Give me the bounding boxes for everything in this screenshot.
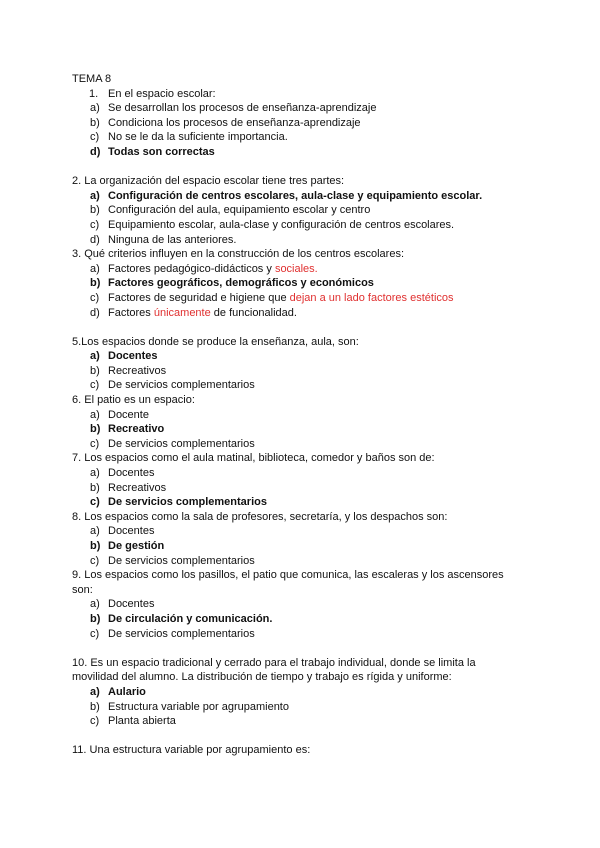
option-text: Ninguna de las anteriores. (108, 233, 237, 246)
q6-option-b-correct (72, 422, 532, 437)
option-text: Docentes (108, 598, 155, 611)
option-text: Todas son correctas (108, 145, 215, 158)
spacer (72, 729, 532, 744)
q5-option-c (72, 378, 532, 393)
option-text: De gestión (108, 540, 165, 552)
q1-option-a (72, 101, 532, 116)
q9-option-b-correct (72, 612, 532, 627)
q6-option-a (72, 408, 532, 423)
q6-option-c (72, 437, 532, 452)
option-text: Factores (108, 306, 154, 319)
q10-option-a-correct (72, 685, 532, 700)
option-label: c) (90, 437, 100, 450)
q2-option-a-correct (72, 189, 532, 204)
option-text: Recreativos (108, 364, 167, 377)
option-label: a) (90, 525, 100, 538)
option-label: c) (90, 218, 100, 231)
option-text: Recreativo (108, 423, 165, 436)
q2-option-d (72, 233, 532, 248)
q7-option-b (72, 481, 532, 496)
document-page (72, 72, 532, 758)
q10-option-b (72, 700, 532, 715)
q2-option-c (72, 218, 532, 233)
option-text: Docentes (108, 525, 155, 538)
option-text: Planta abierta (108, 715, 176, 728)
q8-option-b-correct (72, 539, 532, 554)
question-1-text: En el espacio escolar: (108, 87, 216, 100)
option-text: Recreativos (108, 481, 167, 494)
option-text: Estructura variable por agrupamiento (108, 700, 289, 713)
option-label: a) (90, 467, 100, 480)
q3-option-d (72, 306, 532, 321)
option-label: a) (90, 350, 100, 363)
q7-option-c-correct (72, 495, 532, 510)
option-label: b) (90, 423, 101, 436)
option-text: Docente (108, 408, 149, 421)
option-label: a) (90, 262, 100, 275)
question-8-text: 8. Los espacios como la sala de profesores, secretaría, y los despachos son: (72, 510, 448, 523)
option-text: Equipamiento escolar, aula-clase y configuración de centros escolares. (108, 218, 455, 231)
option-label: b) (90, 204, 100, 217)
q1-option-c (72, 130, 532, 145)
q8-option-c (72, 554, 532, 569)
option-label: c) (90, 131, 100, 144)
spacer (72, 160, 532, 175)
highlighted-text: únicamente (153, 306, 211, 319)
option-label: d) (90, 145, 101, 158)
option-label: b) (90, 116, 100, 129)
option-text: De servicios complementarios (108, 627, 255, 640)
highlighted-text: sociales. (274, 262, 318, 275)
q7-option-a (72, 466, 532, 481)
option-label: c) (90, 627, 100, 640)
option-label: c) (90, 291, 100, 304)
option-label: c) (90, 379, 100, 392)
q8-option-a (72, 524, 532, 539)
option-text: Aulario (108, 685, 146, 698)
page-title: TEMA 8 (72, 73, 112, 85)
q1-option-b (72, 116, 532, 131)
option-label: b) (90, 481, 100, 494)
option-label: b) (90, 277, 101, 290)
question-6-text: 6. El patio es un espacio: (72, 394, 195, 407)
question-3-text: 3. Qué criterios influyen en la construcción de los centros escolares: (72, 248, 404, 261)
q5-option-b (72, 364, 532, 379)
option-text: Configuración del aula, equipamiento escolar y centro (108, 204, 371, 217)
option-text: De servicios complementarios (108, 496, 267, 509)
spacer (72, 320, 532, 335)
option-label: a) (90, 408, 100, 421)
question-1 (72, 87, 532, 102)
q3-option-c (72, 291, 532, 306)
option-label: d) (90, 233, 100, 246)
spacer (72, 641, 532, 656)
q3-option-a (72, 262, 532, 277)
q9-option-c (72, 627, 532, 642)
option-text: Docentes (108, 350, 158, 363)
option-text: Configuración de centros escolares, aula-clase y equipamiento escolar. (108, 189, 483, 202)
option-label: a) (90, 685, 100, 698)
option-text: Factores de seguridad e higiene que (108, 291, 290, 304)
q10-option-c (72, 714, 532, 729)
question-5-text: 5.Los espacios donde se produce la enseñanza, aula, son: (72, 335, 359, 348)
option-label: c) (90, 496, 100, 509)
option-label: b) (90, 700, 100, 713)
question-7-text: 7. Los espacios como el aula matinal, biblioteca, comedor y baños son de: (72, 452, 435, 465)
option-label: a) (90, 102, 100, 115)
highlighted-text: dejan a un lado factores estéticos (289, 291, 454, 304)
option-text: De circulación y comunicación. (108, 612, 273, 625)
option-label: b) (90, 612, 101, 625)
option-label: a) (90, 598, 100, 611)
question-11-text: 11. Una estructura variable por agrupamiento es: (72, 744, 311, 757)
option-label: b) (90, 364, 100, 377)
option-label: c) (90, 554, 100, 567)
option-text: Condiciona los procesos de enseñanza-aprendizaje (108, 116, 361, 129)
q1-option-d-correct (72, 145, 532, 160)
q2-option-b (72, 203, 532, 218)
q9-option-a (72, 597, 532, 612)
question-1-number: 1. (89, 87, 99, 100)
q3-option-b-correct (72, 276, 532, 291)
option-text: No se le da la suficiente importancia. (108, 131, 288, 144)
option-text: De servicios complementarios (108, 379, 255, 392)
q5-option-a-correct (72, 349, 532, 364)
option-text: Factores geográficos, demográficos y económicos (108, 277, 374, 290)
option-text: de funcionalidad. (210, 306, 297, 319)
option-text: Docentes (108, 467, 155, 480)
option-label: d) (90, 306, 100, 319)
question-9-text-line-2: son: (72, 583, 93, 596)
option-text: Se desarrollan los procesos de enseñanza-aprendizaje (108, 102, 377, 115)
question-9-text-line-1: 9. Los espacios como los pasillos, el patio que comunica, las escaleras y los ascensores (72, 569, 504, 582)
question-10-text-line-1: 10. Es un espacio tradicional y cerrado para el trabajo individual, donde se limita la (72, 656, 476, 669)
question-2-text: 2. La organización del espacio escolar tiene tres partes: (72, 175, 345, 188)
option-text: Factores pedagógico-didácticos y (108, 262, 275, 275)
option-label: c) (90, 715, 100, 728)
question-10-text-line-2: movilidad del alumno. La distribución de tiempo y trabajo es rígida y uniforme: (72, 671, 452, 684)
option-label: a) (90, 189, 100, 202)
option-label: b) (90, 540, 101, 552)
option-text: De servicios complementarios (108, 437, 255, 450)
option-text: De servicios complementarios (108, 554, 255, 567)
